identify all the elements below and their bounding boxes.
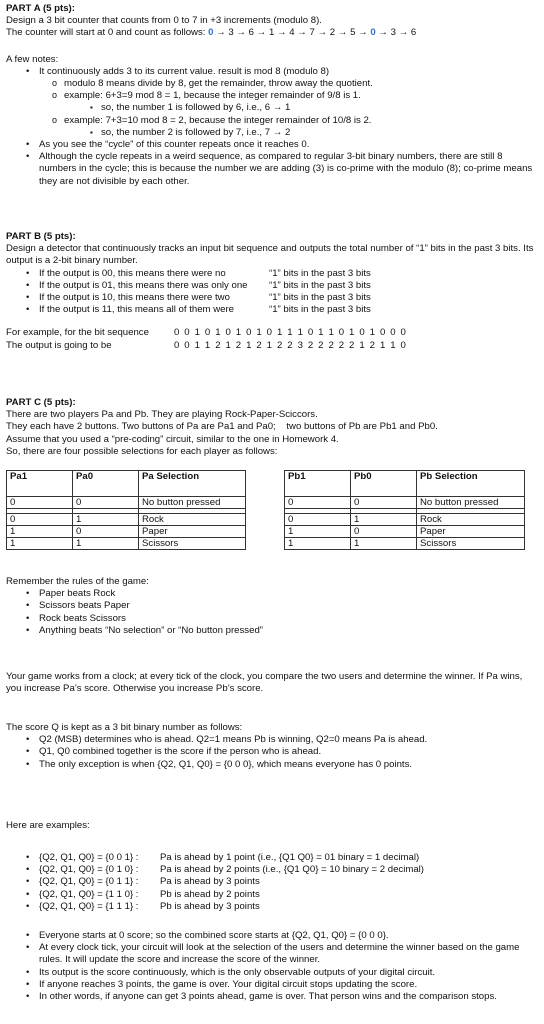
pa-selection-table <box>6 470 246 550</box>
table-cell: 1 <box>7 526 73 538</box>
output-meaning-suffix: “1” bits in the past 3 bits <box>269 292 371 304</box>
table-cell: Rock <box>417 514 525 526</box>
part-a-title: PART A (5 pts): <box>6 3 75 14</box>
rules-title: Remember the rules of the game: <box>6 576 149 587</box>
bit-value: 2 <box>215 339 221 351</box>
example-desc: Pa is ahead by 1 point (i.e., {Q1 Q0} = 01 binary = 1 decimal) <box>160 852 420 863</box>
sequence-value: 6 <box>248 27 255 39</box>
table-cell: Scissors <box>417 538 525 550</box>
notes-title: A few notes: <box>6 53 59 65</box>
bit-value: 1 <box>369 327 375 339</box>
part-c-intro3: Assume that you used a “pre-coding” circuit, similar to the one in Homework 4. <box>6 433 339 445</box>
rule-item: • Anything beats “No selection” or “No button pressed” <box>6 625 538 637</box>
bit-value: 1 <box>256 327 262 339</box>
note-item: o example: 6+3=9 mod 8 = 1, because the integer remainder of 9/8 is 1. <box>6 90 538 102</box>
arrow-separator: → <box>314 27 330 39</box>
output-meaning-text: If the output is 11, this means all of them were <box>39 304 234 316</box>
bit-value: 2 <box>276 339 283 351</box>
part-b-title: PART B (5 pts): <box>6 231 76 242</box>
note-item: ▪ so, the number 2 is followed by 7, i.e., 7 → 2 <box>6 127 538 139</box>
table-row <box>285 497 525 509</box>
output-meaning-item <box>6 268 538 280</box>
sequence-value: 0 <box>370 27 376 39</box>
rules-section <box>6 576 538 637</box>
sequence-value: 3 <box>228 27 234 39</box>
bit-value: 1 <box>215 327 221 339</box>
examples-title: Here are examples: <box>6 820 90 831</box>
table-cell: 1 <box>73 538 139 550</box>
table-row <box>7 526 246 538</box>
table-header-cell: Pa1 <box>7 471 73 497</box>
bit-value: 2 <box>349 339 355 351</box>
table-row <box>285 538 525 550</box>
output-meaning-text: If the output is 00, this means there were no <box>39 267 226 279</box>
table-cell: 1 <box>351 538 417 550</box>
example-item <box>6 852 538 864</box>
table-cell: 0 <box>7 514 73 526</box>
bit-value: 0 <box>266 327 273 339</box>
example-desc: Pb is ahead by 3 points <box>160 900 260 912</box>
bit-value: 1 <box>328 327 334 339</box>
output-meaning-text: If the output is 10, this means there were two <box>39 292 230 304</box>
rules-list <box>6 588 538 637</box>
output-bits-row <box>6 340 538 352</box>
bit-value: 1 <box>349 327 355 339</box>
selection-tables <box>6 470 538 566</box>
bit-value: 2 <box>318 339 324 351</box>
sequence-value: 2 <box>329 27 336 39</box>
bit-value: 1 <box>194 327 200 339</box>
bit-value: 2 <box>307 339 314 351</box>
bit-value: 1 <box>246 339 252 351</box>
bit-value: 0 <box>400 339 406 351</box>
score-item: • The only exception is when {Q2, Q1, Q0} = {0 0 0}, which means everyone has 0 points. <box>6 759 538 771</box>
note-item: o modulo 8 means divide by 8, get the remainder, throw away the quotient. <box>6 78 538 90</box>
example-desc: Pa is ahead by 3 points <box>160 876 260 888</box>
output-meaning-item <box>6 292 538 304</box>
bit-value: 1 <box>379 339 386 351</box>
table-row <box>7 538 246 550</box>
table-cell: 1 <box>7 538 73 550</box>
table-row <box>285 526 525 538</box>
final-note-item: • Everyone starts at 0 score; so the combined score starts at {Q2, Q1, Q0} = {0 0 0}. <box>6 930 538 942</box>
bit-value: 2 <box>287 339 293 351</box>
table-header-row <box>7 471 246 497</box>
table-cell: 0 <box>73 497 139 509</box>
final-note-item: • At every clock tick, your circuit will look at the selection of the users and determine the winner based on the game rules. It will update the score and increase the score of the winner. <box>6 942 538 966</box>
bit-value: 0 <box>225 327 231 339</box>
bit-value: 0 <box>390 327 396 339</box>
arrow-separator: → <box>294 27 310 39</box>
table-cell: 0 <box>73 526 139 538</box>
table-header-cell: Pb Selection <box>417 471 525 497</box>
score-item: • Q2 (MSB) determines who is ahead. Q2=1 means Pb is winning, Q2=0 means Pa is ahead. <box>6 734 538 746</box>
example-item <box>6 889 538 901</box>
note-item: • As you see the “cycle” of this counter repeats once it reaches 0. <box>6 139 538 151</box>
score-title: The score Q is kept as a 3 bit binary number as follows: <box>6 722 243 733</box>
bit-value: 0 <box>379 327 386 339</box>
arrow-separator: → <box>395 27 411 39</box>
bit-value: 0 <box>400 327 406 339</box>
table-row <box>285 514 525 526</box>
part-c-title: PART C (5 pts): <box>6 397 76 408</box>
arrow-separator: → <box>213 27 229 39</box>
arrow-separator: → <box>335 27 351 39</box>
bit-value: 0 <box>174 327 180 339</box>
sequence-value: 1 <box>268 27 275 39</box>
note-item: ▪ so, the number 1 is followed by 6, i.e., 6 → 1 <box>6 102 538 114</box>
bit-value: 2 <box>369 339 375 351</box>
part-c-intro2: They each have 2 buttons. Two buttons of Pa are Pa1 and Pa0; two buttons of Pb are Pb1 and Pb0. <box>6 421 438 433</box>
bit-value: 1 <box>235 327 242 339</box>
bit-value: 2 <box>328 339 334 351</box>
notes-list <box>6 66 538 188</box>
example-item <box>6 864 538 876</box>
table-header-cell: Pb0 <box>351 471 417 497</box>
example-item <box>6 901 538 913</box>
output-meaning-text: If the output is 01, this means there was only one <box>39 279 248 291</box>
part-b-output-list <box>6 268 538 317</box>
bit-value: 1 <box>204 339 211 351</box>
table-header-cell: Pa0 <box>73 471 139 497</box>
output-meaning-item <box>6 304 538 316</box>
bit-value: 1 <box>297 327 303 339</box>
table-cell: Scissors <box>139 538 246 550</box>
arrow-separator: → <box>355 27 371 39</box>
table-cell: 1 <box>73 514 139 526</box>
output-label: The output is going to be <box>6 339 112 351</box>
example-bits-row <box>6 327 538 339</box>
output-meaning-item <box>6 280 538 292</box>
arrow-separator: → <box>274 27 290 39</box>
arrow-separator: → <box>375 27 391 39</box>
note-item: • It continuously adds 3 to its current value. result is mod 8 (modulo 8) <box>6 66 538 78</box>
note-item: • Although the cycle repeats in a weird sequence, as compared to regular 3-bit binary numbers, there are still 8 numbers in the cycle; this is because the number we are adding (3) is co-prime with the modulo (8); co-prime means they are not divisible by each other. <box>6 151 538 188</box>
clock-paragraph: Your game works from a clock; at every tick of the clock, you compare the two users and determine the winner. If Pa wins, you increase Pa’s score. Otherwise you increase Pb’s score. <box>6 671 523 695</box>
table-row <box>7 497 246 509</box>
output-meaning-suffix: “1” bits in the past 3 bits <box>269 304 371 316</box>
part-a-line2: The counter will start at 0 and count as follows: 0 → 3 → 6 → 1 → 4 → 7 → 2 → 5 → 0 → 3 → 6 <box>6 27 417 39</box>
table-cell: 1 <box>285 526 351 538</box>
arrow-separator: → <box>233 27 249 39</box>
note-item: o example: 7+3=10 mod 8 = 2, because the integer remainder of 10/8 is 2. <box>6 115 538 127</box>
bit-value: 2 <box>338 339 345 351</box>
bit-value: 2 <box>235 339 242 351</box>
score-item: • Q1, Q0 combined together is the score if the person who is ahead. <box>6 746 538 758</box>
bit-value: 0 <box>338 327 345 339</box>
sequence-value: 4 <box>289 27 295 39</box>
example-q: {Q2, Q1, Q0} = {0 0 1} : <box>39 852 139 863</box>
table-cell: 0 <box>351 526 417 538</box>
score-section <box>6 722 538 771</box>
table-cell: 1 <box>285 538 351 550</box>
bit-value: 1 <box>390 339 396 351</box>
bit-value: 0 <box>204 327 211 339</box>
bit-value: 1 <box>287 327 293 339</box>
table-cell: 0 <box>7 497 73 509</box>
arrow-separator: → <box>254 27 269 39</box>
part-a-line1: Design a 3 bit counter that counts from 0 to 7 in +3 increments (modulo 8). <box>6 15 322 27</box>
bit-value: 3 <box>297 339 303 351</box>
pb-selection-table <box>284 470 525 550</box>
final-note-item: • If anyone reaches 3 points, the game is over. Your digital circuit stops updating the score. <box>6 979 538 991</box>
part-c-intro4: So, there are four possible selections for each player as follows: <box>6 445 278 457</box>
bit-value: 1 <box>276 327 283 339</box>
example-bits <box>174 327 411 339</box>
part-c-intro1: There are two players Pa and Pb. They are playing Rock-Paper-Sciccors. <box>6 409 318 421</box>
example-item <box>6 876 538 888</box>
final-note-item: • In other words, if anyone can get 3 points ahead, game is over. That person wins and the comparison stops. <box>6 991 538 1003</box>
example-q: {Q2, Q1, Q0} = {0 1 1} : <box>39 876 139 888</box>
output-meaning-suffix: “1” bits in the past 3 bits <box>269 267 371 279</box>
part-c-section <box>6 397 538 458</box>
table-cell: Paper <box>417 526 525 538</box>
sequence-value: 6 <box>410 27 417 39</box>
bit-value: 0 <box>307 327 314 339</box>
final-note-item: • Its output is the score continuously, which is the only observable outputs of your digital circuit. <box>6 967 538 979</box>
table-row <box>7 514 246 526</box>
table-cell: 0 <box>285 497 351 509</box>
final-notes-list <box>6 930 538 1003</box>
part-b-section <box>6 231 538 352</box>
table-cell: No button pressed <box>417 497 525 509</box>
bit-value: 0 <box>359 327 365 339</box>
bit-value: 1 <box>266 339 273 351</box>
bit-value: 1 <box>225 339 231 351</box>
table-cell: 0 <box>351 497 417 509</box>
bit-value: 1 <box>359 339 365 351</box>
rule-item: • Paper beats Rock <box>6 588 538 600</box>
bit-value: 1 <box>318 327 324 339</box>
example-q: {Q2, Q1, Q0} = {0 1 0} : <box>39 864 139 876</box>
output-bits <box>174 340 411 352</box>
sequence-value: 5 <box>350 27 356 39</box>
rule-item: • Rock beats Scissors <box>6 613 538 625</box>
bit-value: 0 <box>246 327 252 339</box>
bit-value: 0 <box>184 339 190 351</box>
table-header-row <box>285 471 525 497</box>
part-b-intro: Design a detector that continuously tracks an input bit sequence and outputs the total number of “1” bits in the past 3 bits. Its output is a 2-bit binary number. <box>6 243 534 267</box>
count-sequence <box>208 27 416 38</box>
output-meaning-suffix: “1” bits in the past 3 bits <box>269 279 371 291</box>
example-q: {Q2, Q1, Q0} = {1 1 0} : <box>39 888 139 900</box>
table-header-cell: Pa Selection <box>139 471 246 497</box>
table-cell: 0 <box>285 514 351 526</box>
table-cell: 1 <box>351 514 417 526</box>
bit-value: 0 <box>174 339 180 351</box>
sequence-value: 3 <box>390 27 396 39</box>
table-header-cell: Pb1 <box>285 471 351 497</box>
sequence-value: 7 <box>309 27 315 39</box>
bit-value: 0 <box>184 327 190 339</box>
example-q: {Q2, Q1, Q0} = {1 1 1} : <box>39 900 139 912</box>
score-list <box>6 734 538 771</box>
table-cell: Paper <box>139 526 246 538</box>
table-cell: No button pressed <box>139 497 246 509</box>
part-a-section <box>6 3 538 188</box>
bit-value: 1 <box>194 339 200 351</box>
example-label: For example, for the bit sequence <box>6 327 149 339</box>
bit-value: 2 <box>256 339 262 351</box>
rule-item: • Scissors beats Paper <box>6 600 538 612</box>
example-desc: Pa is ahead by 2 points (i.e., {Q1 Q0} = 10 binary = 2 decimal) <box>160 864 424 876</box>
sequence-value: 0 <box>208 27 214 39</box>
examples-list <box>6 852 538 913</box>
table-cell: Rock <box>139 514 246 526</box>
example-desc: Pb is ahead by 2 points <box>160 888 260 900</box>
